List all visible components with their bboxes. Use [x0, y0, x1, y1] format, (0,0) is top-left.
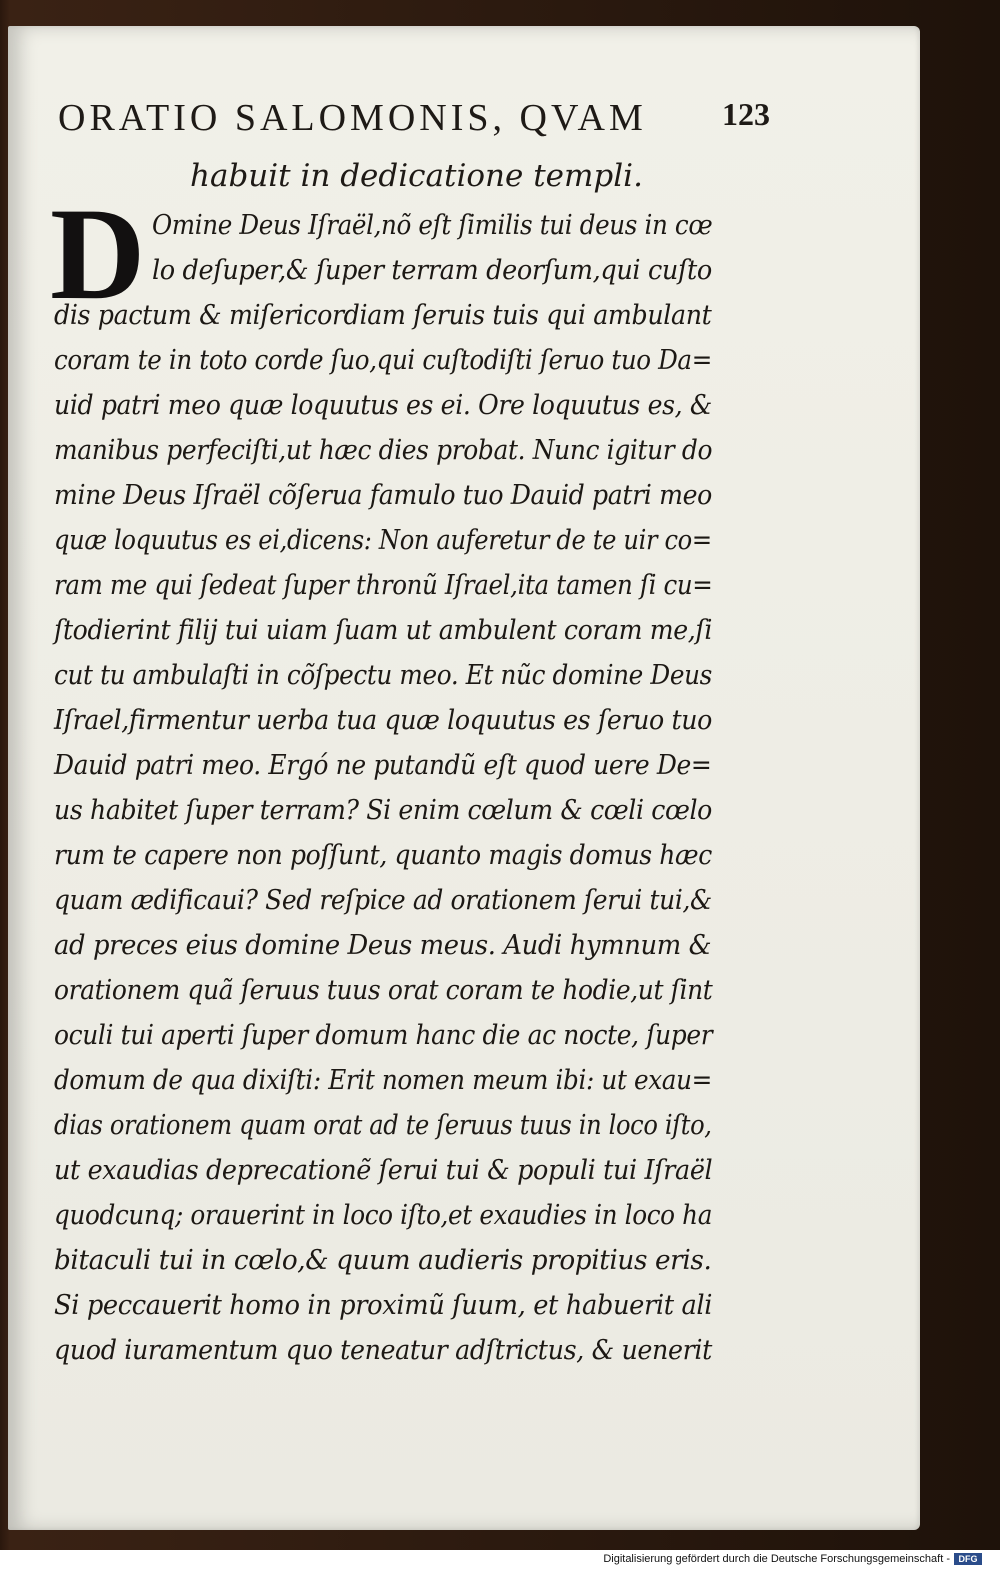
text-line: ram me qui ſedeat ſuper thronũ Iſrael,ita tamen ſi cu=: [54, 570, 713, 601]
text-line: oculi tui aperti ſuper domum hanc die ac nocte, ſuper: [54, 1020, 713, 1051]
text-line: Iſrael,firmentur uerba tua quæ loquutus es ſeruo tuo: [54, 705, 712, 736]
text-line: quam ædificaui? Sed reſpice ad orationem ſerui tui,&: [54, 885, 712, 916]
running-head: ORATIO SALOMONIS, QVAM: [58, 97, 647, 139]
drop-cap-initial: D: [50, 180, 146, 327]
text-line: ad preces eius domine Deus meus. Audi hymnum &: [54, 930, 712, 961]
dfg-logo: DFG: [954, 1553, 982, 1565]
text-line: bitaculi tui in cœlo,& quum audieris propitius eris.: [54, 1245, 712, 1276]
text-line: manibus perfeciſti,ut hæc dies probat. Nunc igitur do: [54, 435, 713, 466]
text-line: Omine Deus Iſraël,nõ eſt ſimilis tui deus in cœ: [152, 210, 713, 241]
text-line: Si peccauerit homo in proximũ ſuum, et habuerit ali: [54, 1290, 713, 1321]
page-number: 123: [722, 96, 770, 132]
text-line: rum te capere non poſſunt, quanto magis domus hæc: [54, 840, 712, 871]
text-line: dis pactum & miſericordiam ſeruis tuis qui ambulant: [54, 300, 712, 331]
text-line: lo deſuper,& ſuper terram deorſum,qui cuſto: [152, 255, 712, 286]
text-line: quodcunq; orauerint in loco iſto,et exaudies in loco ha: [54, 1200, 713, 1231]
text-line: dias orationem quam orat ad te ſeruus tuus in loco iſto,: [54, 1110, 712, 1141]
page-subtitle: habuit in dedicatione templi.: [190, 158, 643, 194]
text-line: cut tu ambulaſti in cõſpectu meo. Et nũc domine Deus: [54, 660, 712, 691]
text-line: us habitet ſuper terram? Si enim cœlum & cœli cœlo: [54, 795, 712, 826]
text-line: quod iuramentum quo teneatur adſtrictus, & uenerit: [54, 1335, 712, 1366]
text-line: mine Deus Iſraël cõſerua famulo tuo Dauid patri meo: [54, 480, 712, 511]
funding-credit: Digitalisierung gefördert durch die Deutsche Forschungsgemeinschaft -: [603, 1553, 950, 1565]
text-line: quæ loquutus es ei,dicens: Non auferetur de te uir co=: [54, 525, 712, 556]
text-line: domum de qua dixiſti: Erit nomen meum ibi: ut exau=: [54, 1065, 712, 1096]
text-line: ut exaudias deprecationẽ ſerui tui & populi tui Iſraël: [54, 1155, 713, 1186]
text-line: ſtodierint filij tui uiam ſuam ut ambulent coram me,ſi: [54, 615, 713, 646]
text-line: Dauid patri meo. Ergó ne putandũ eſt quod uere De=: [54, 750, 712, 781]
text-line: uid patri meo quæ loquutus es ei. Ore loquutus es, &: [54, 390, 712, 421]
text-line: orationem quã ſeruus tuus orat coram te hodie,ut ſint: [54, 975, 713, 1006]
text-line: coram te in toto corde ſuo,qui cuſtodiſti ſeruo tuo Da=: [54, 345, 712, 376]
